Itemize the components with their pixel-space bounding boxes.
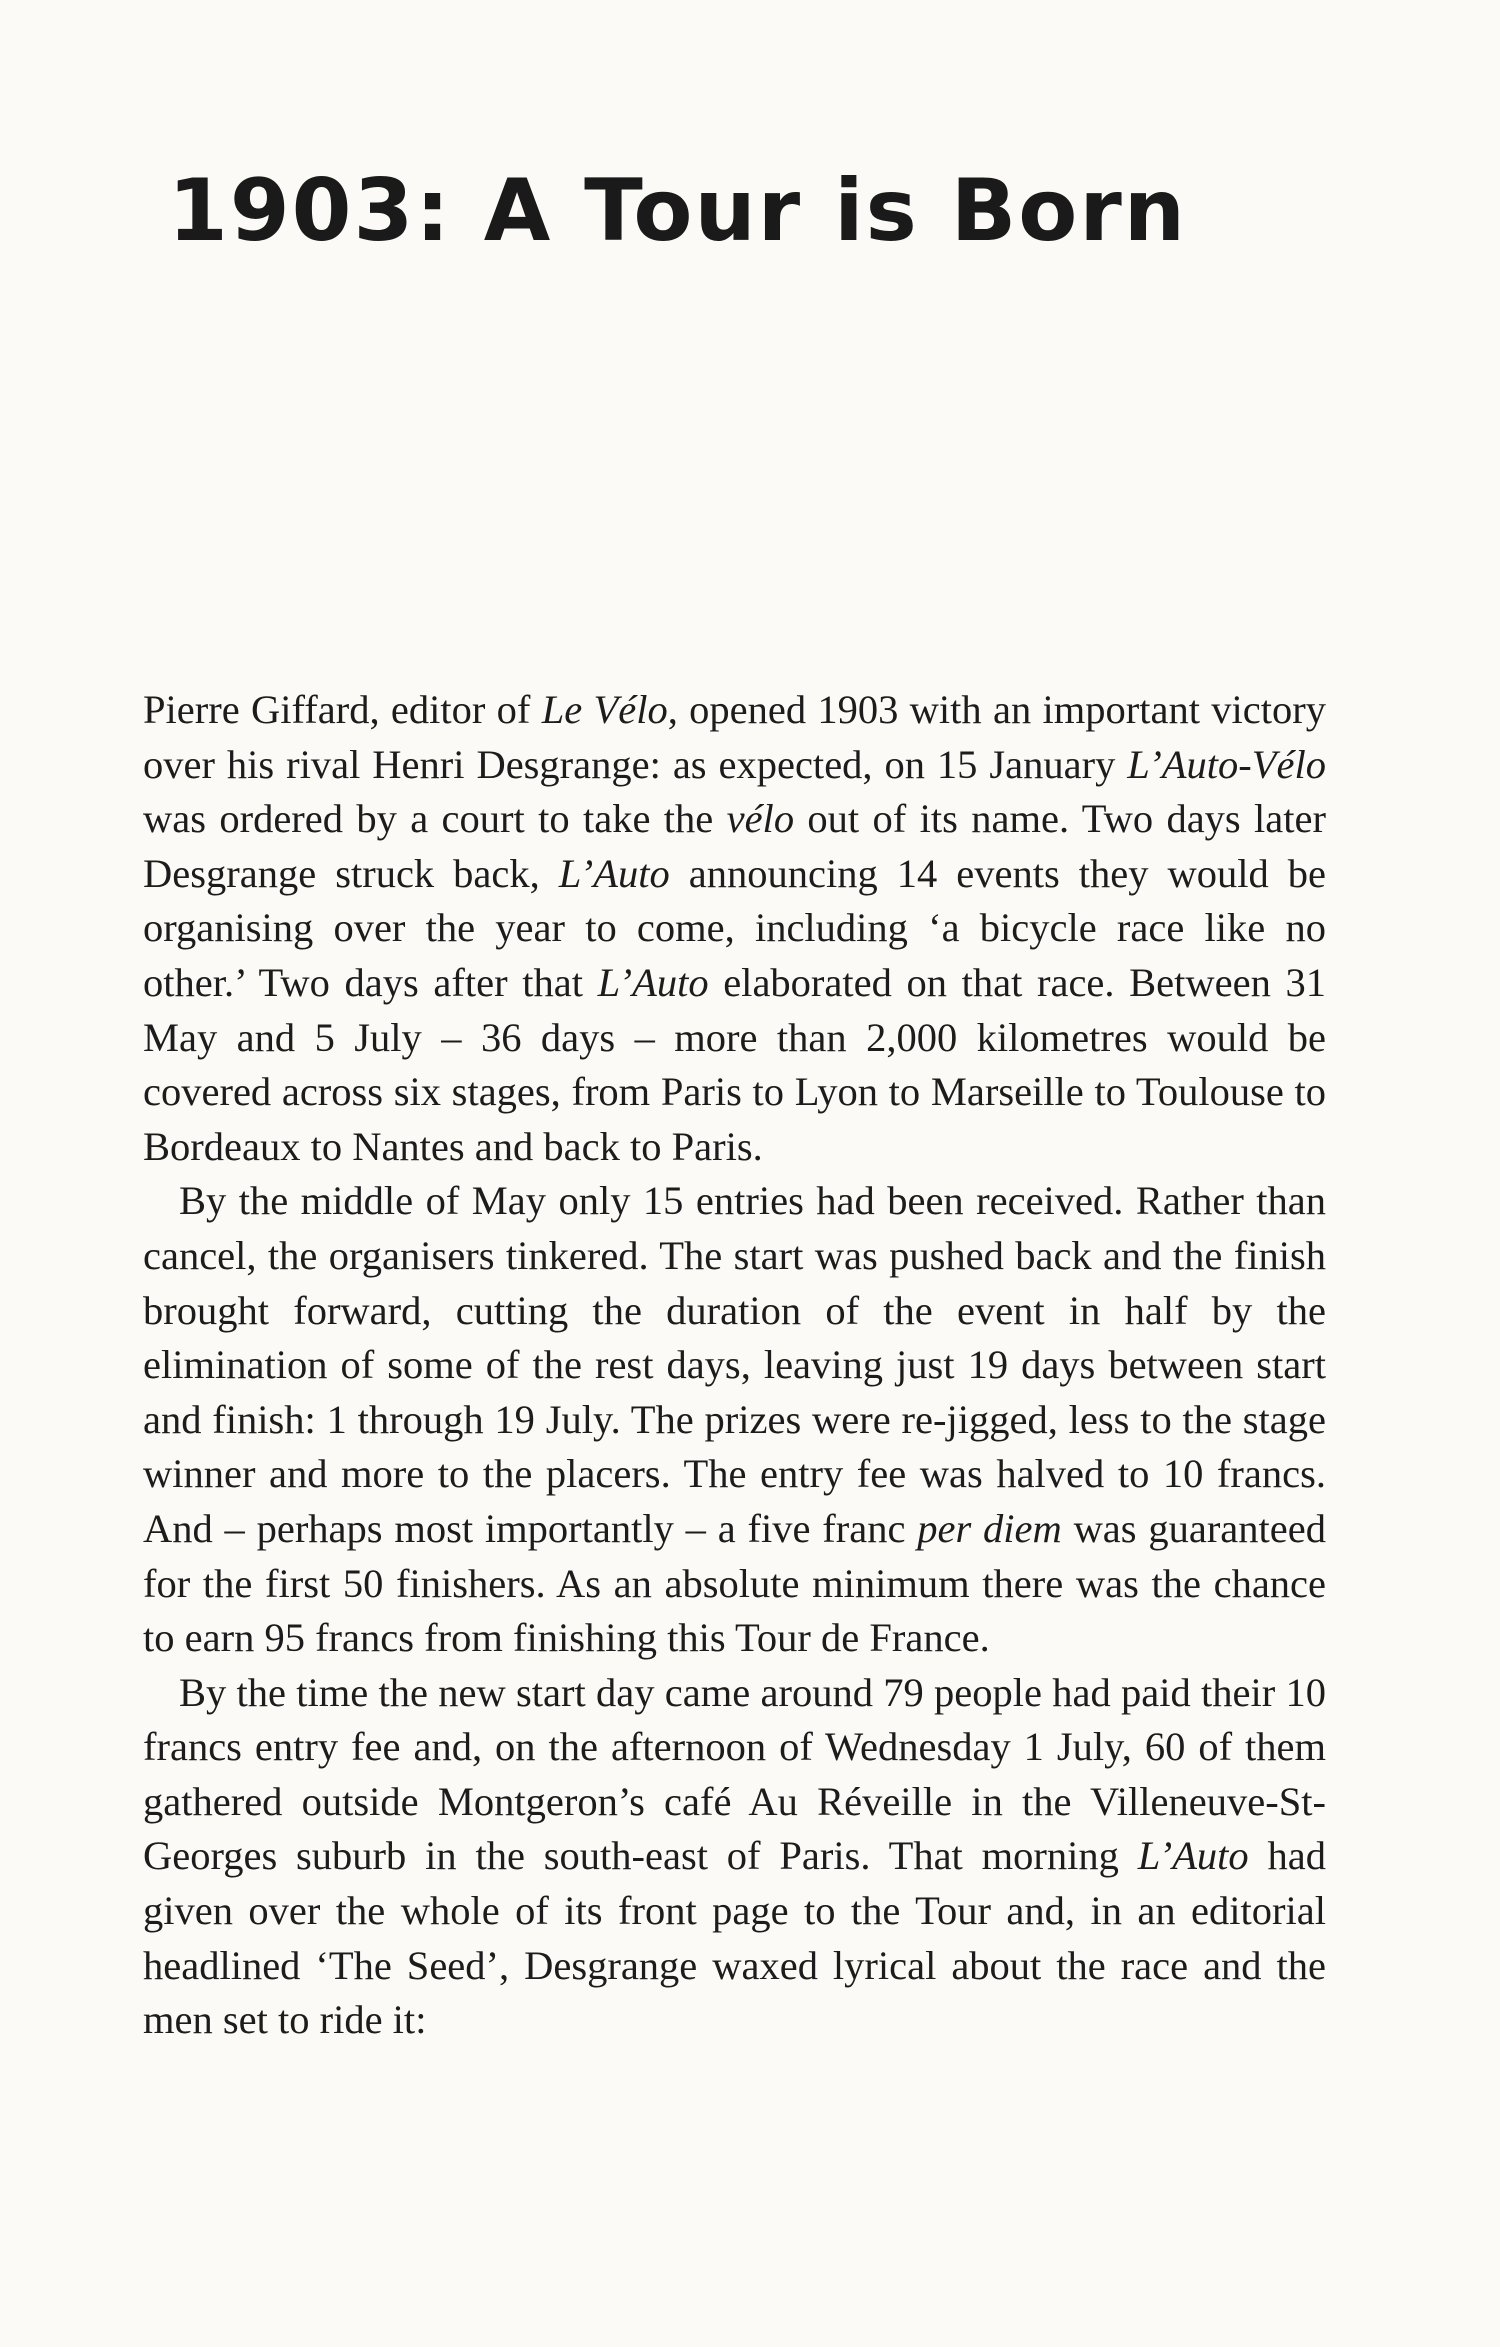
chapter-title: 1903: A Tour is Born [168, 161, 1187, 261]
italic-run: per diem [917, 1505, 1062, 1551]
text-run: was guaranteed for the first 50 finishers. As an absolute minimum there was the chance to earn 95 francs from finishing this Tour de France. [143, 1505, 1326, 1661]
paragraph [143, 683, 1326, 1174]
body-text [143, 683, 1326, 2048]
italic-run: L’Auto [1137, 1833, 1249, 1879]
text-run: , opened 1903 with an important victory over his rival Henri Desgrange: as expected, on 15 January [143, 687, 1326, 787]
text-run: By the time the new start day came around 79 people had paid their 10 francs entry fee and, on the afternoon of Wednesday 1 July, 60 of them gathered outside Montgeron’s café Au Réveille in the Villeneuve-St-Georges suburb in the south-east of Paris. That morning [143, 1669, 1326, 1879]
text-run: was ordered by a court to take the [143, 796, 727, 842]
paragraph [143, 1174, 1326, 1665]
paragraph [143, 1666, 1326, 2048]
italic-run: vélo [726, 796, 795, 842]
text-run: elaborated on that race. Between 31 May and 5 July – 36 days – more than 2,000 kilometres would be covered across six stages, from Paris to Lyon to Marseille to Toulouse to Bordeaux to Nantes and back to Paris. [143, 959, 1326, 1169]
italic-run: Le Vélo [541, 687, 668, 732]
text-run: out of its name. Two days later Desgrange struck back, [143, 796, 1326, 896]
text-run: Pierre Giffard, editor of [143, 687, 542, 732]
italic-run: L’Auto [558, 850, 670, 896]
text-run: announcing 14 events they would be organising over the year to come, including ‘a bicycle race like no other.’ Two days after that [143, 850, 1326, 1005]
text-run: had given over the whole of its front page to the Tour and, in an editorial headlined ‘The Seed’, Desgrange waxed lyrical about the race and the men set to ride it: [143, 1833, 1326, 2043]
italic-run: L’Auto [597, 959, 709, 1005]
text-run: By the middle of May only 15 entries had been received. Rather than cancel, the organisers tinkered. The start was pushed back and the finish brought forward, cutting the duration of the event in half by the elimination of some of the rest days, leaving just 19 days between start and finish: 1 through 19 July. The prizes were re-jigged, less to the stage winner and more to the placers. The entry fee was halved to 10 francs. And – perhaps most importantly – a five franc [143, 1178, 1326, 1551]
italic-run: L’Auto-Vélo [1127, 741, 1326, 787]
